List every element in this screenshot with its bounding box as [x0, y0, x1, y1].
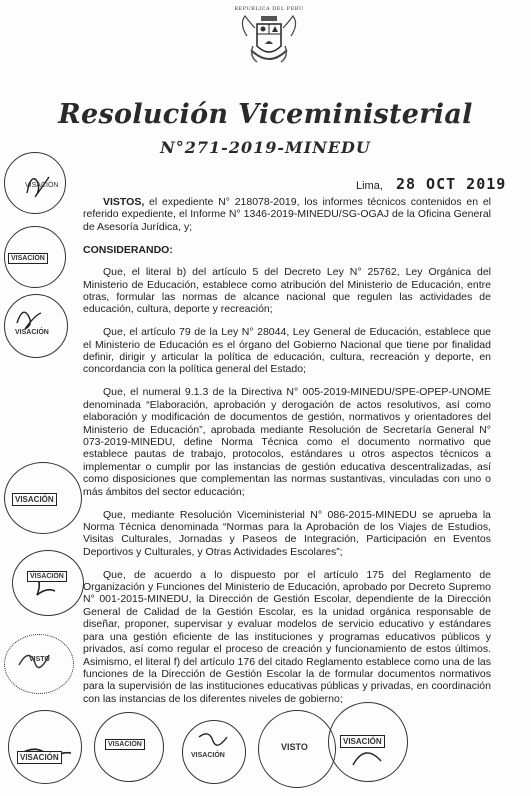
date-place: Lima, [356, 180, 383, 192]
approval-stamp [4, 152, 66, 214]
approval-stamp [182, 720, 246, 784]
paragraph: Que, mediante Resolución Viceministerial N° 086-2015-MINEDU se aprueba la Norma Técnica denominada “Normas para la Aprobación de los Viajes de Estudios, Visitas Culturales, Jornadas y Paseos de Integración, Participación en Eventos Deportivos y Culturales, y Otras Actividades Escolares”; [83, 508, 491, 558]
approval-stamp [8, 710, 82, 784]
approval-stamp [258, 710, 336, 788]
coat-of-arms-icon [237, 6, 301, 72]
approval-stamp [94, 712, 164, 782]
date-line [356, 175, 506, 193]
signature-scribble [5, 295, 67, 357]
approval-stamp [4, 294, 68, 358]
paragraph: Que, el literal b) del artículo 5 del Decreto Ley N° 25762, Ley Orgánica del Ministerio de Educación, establece como atribución del Ministerio de Educación, entre otras, formular las normas de alcance nacional que regulen las actividades de educación, cultura, deporte y recreación; [83, 266, 491, 316]
vistos-paragraph [83, 196, 491, 233]
approval-stamp [328, 702, 408, 782]
stamp-label: VISACIÓN [191, 752, 225, 759]
date-stamp: 28 OCT 2019 [395, 175, 507, 193]
signature-scribble [5, 635, 73, 693]
approval-stamp [4, 634, 74, 694]
stamp-label: VISACIÓN [25, 182, 59, 189]
signature-scribble [13, 551, 83, 615]
stamp-label: VISTO [281, 742, 308, 752]
resolution-number: N°271-2019-MINEDU [160, 138, 371, 157]
paragraph: Que, el numeral 9.1.3 de la Directiva N° 005-2019-MINEDU/SPE-OPEP-UNOME denominada “Elaboración, aprobación y derogación de actos resolutivos, así como elaboración y modificación de documentos de gestión, normativos y orientadores del Ministerio de Educación”, aprobada mediante Resolución de Secretaría General N° 073-2019-MINEDU, define Norma Técnica como el documento normativo que establece pautas de trabajo, protocolos, estándares u otros aspectos técnicos a implementar o cumplir por las instancias de gestión educativa descentralizadas, así como disposiciones que complementan las normas sustantivas, vinculadas con uno o más ámbitos del sector educación; [83, 386, 491, 498]
vistos-lead: VISTOS, [103, 196, 145, 208]
stamp-label: VISTO [29, 656, 50, 663]
document-body [83, 196, 491, 716]
vistos-text: el expediente N° 218078-2019, los informes técnicos contenidos en el referido expediente, el Informe N° 1346-2019-MINEDU/SG-OGAJ de la Oficina General de Asesoría Jurídica, y; [83, 196, 491, 233]
paragraph: Que, el artículo 79 de la Ley N° 28044, Ley General de Educación, establece que el Ministerio de Educación es el órgano del Gobierno Nacional que tiene por finalidad definir, dirigir y articular la política de educación, cultura, recreación y deporte, en concordancia con la política general del Estado; [83, 326, 491, 376]
considerando-heading: CONSIDERANDO: [83, 243, 173, 256]
stamp-label: VISACIÓN [15, 329, 49, 336]
document-title: Resolución Viceministerial [58, 99, 473, 130]
approval-stamp [4, 226, 66, 288]
stamp-label: VISACIÓN [8, 253, 48, 264]
stamp-label: VISACIÓN [105, 739, 145, 750]
signature-scribble [9, 711, 81, 783]
paragraph: Que, de acuerdo a lo dispuesto por el artículo 175 del Reglamento de Organización y Funciones del Ministerio de Educación, aprobado por Decreto Supremo N° 001-2015-MINEDU, la Dirección de Gestión Escolar, dependiente de la Dirección General de Calidad de la Gestión Escolar, es la unidad orgánica responsable de diseñar, proponer, supervisar y evaluar modelos de servicio educativo y estándares para una gestión eficiente de las instituciones y programas educativos públicos y privados, así como regular el proceso de creación y funcionamiento de estos últimos. Asimismo, el literal f) del artículo 176 del citado Reglamento establece como una de las funciones de la Dirección de Gestión Escolar la de formular documentos normativos para la supervisión de las instituciones educativas públicas y privadas, en coordinación con las instancias de los diferentes niveles de gobierno; [83, 568, 491, 705]
stamp-label: VISACIÓN [27, 571, 67, 582]
stamp-label: VISACIÓN [340, 735, 385, 748]
stamp-label: VISACIÓN [12, 493, 57, 506]
approval-stamp [12, 550, 84, 616]
crest-label: REPUBLICA DEL PERU [234, 6, 304, 12]
approval-stamp [4, 462, 82, 534]
stamp-label: VISACIÓN [17, 751, 62, 764]
